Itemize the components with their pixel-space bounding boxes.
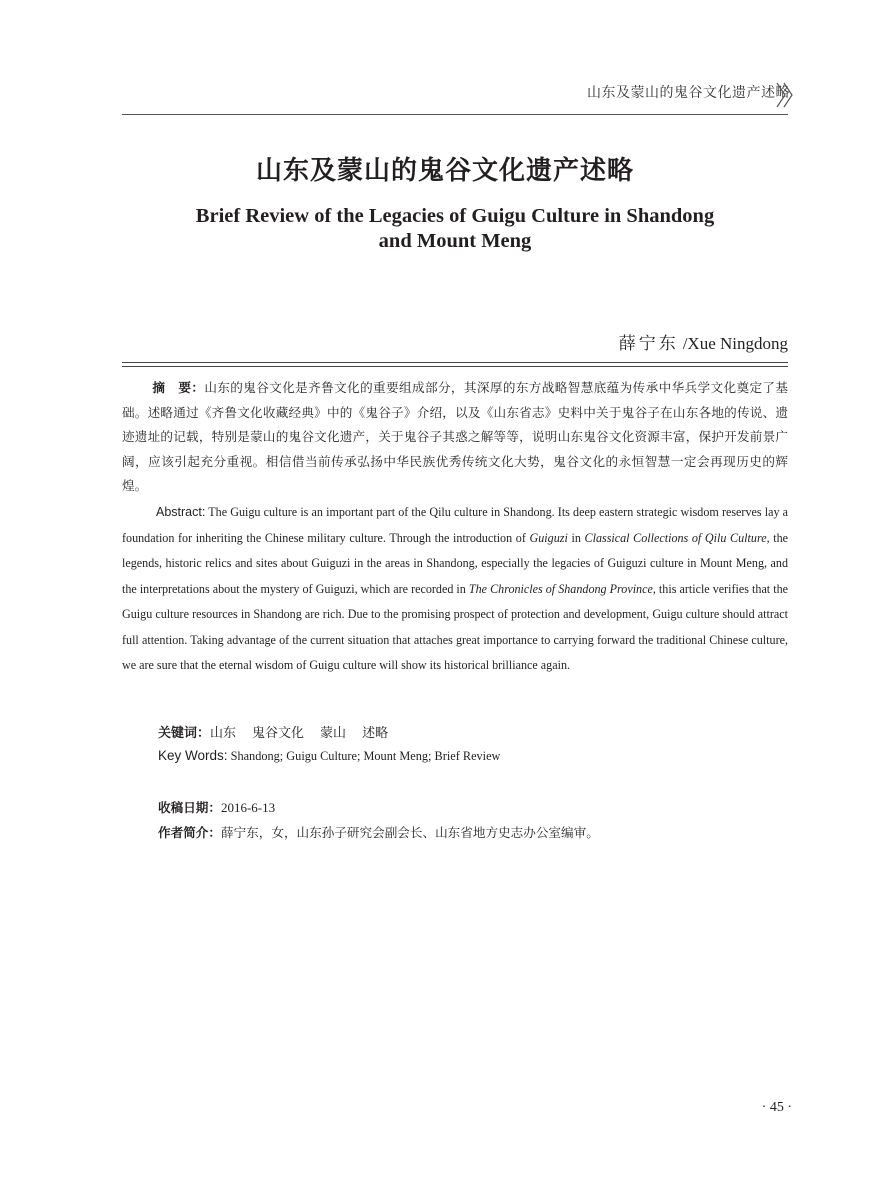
abstract-chinese-label: 摘 要： [152,380,205,395]
page-number: · 45 · [761,1100,792,1115]
abstract-italic-title: Classical Collections of Qilu Culture [584,530,767,545]
keyword-term: 蒙山 [320,726,347,741]
double-rule-lower [122,366,788,367]
abstract-english-text: The Guigu culture is an important part of the Qilu culture in Shandong. Its deep eastern strategic wisdom reserves lay a foundation for inheriting the Chinese military culture. Through the introduction of [122,505,789,545]
keywords-english [158,748,500,764]
received-date-value: 2016-6-13 [220,800,276,815]
keyword-term: 鬼谷文化 [252,726,305,741]
keywords-english-label: Key Words: [158,748,228,763]
author-bio [158,822,599,841]
header-divider [122,114,788,115]
author-line [619,329,788,354]
abstract-english-text: , the legends, historic relics and sites about Guiguzi in the areas in Shandong, especially the legacies of Guiguzi culture in Mount Meng, and the interpretations about the mystery of Guiguzi, which are recorded in [122,530,789,596]
abstract-italic-title: The Chronicles of Shandong Province [468,581,653,596]
keyword-term: 述略 [362,726,389,741]
received-date-label: 收稿日期： [158,800,221,815]
title-english-line-2: and Mount Meng [378,230,532,252]
title-english-line-1: Brief Review of the Legacies of Guigu Culture in Shandong [195,205,715,227]
abstract-english-label: Abstract: [156,505,206,519]
abstract-english-text: in [571,530,581,545]
abstract-italic-title: Guiguzi [529,530,568,545]
title-chinese: 山东及蒙山的鬼谷文化遗产述略 [255,156,634,186]
author-name-chinese: 薛宁东 [618,334,679,354]
abstract-chinese [122,376,788,499]
author-bio-value: 薛宁东，女，山东孙子研究会副会长、山东省地方史志办公室编审。 [220,825,599,840]
title-english [150,204,760,254]
abstract-english [122,500,788,679]
author-name-english: /Xue Ningdong [682,334,788,353]
chevron-right-icon [774,80,796,110]
author-bio-label: 作者简介： [158,825,221,840]
keywords-english-text: Shandong; Guigu Culture; Mount Meng; Brief Review [230,749,501,763]
keyword-term: 山东 [210,726,237,741]
running-head: 山东及蒙山的鬼谷文化遗产述略 [587,85,790,101]
received-date [158,797,275,816]
keywords-chinese-label: 关键词： [158,726,211,741]
abstract-chinese-text: 山东的鬼谷文化是齐鲁文化的重要组成部分，其深厚的东方战略智慧底蕴为传承中华兵学文化奠定了基础。述略通过《齐鲁文化收藏经典》中的《鬼谷子》介绍，以及《山东省志》史料中关于鬼谷子在山东各地的传说、遗迹遗址的记载，特别是蒙山的鬼谷文化遗产，关于鬼谷子其惑之解等等，说明山东鬼谷文化资源丰富，保护开发前景广阔，应该引起充分重视。相信借当前传承弘扬中华民族优秀传统文化大势，鬼谷文化的永恒智慧一定会再现历史的辉煌。 [122,380,789,493]
abstract-english-text: , this article verifies that the Guigu culture resources in Shandong are rich. Due to the promising prospect of protection and development, Guigu culture should attract full attention. Taking advantage of the current situation that attaches great importance to carrying forward the traditional Chinese culture, we are sure that the eternal wisdom of Guigu culture will show its historical brilliance again. [122,581,788,672]
keywords-chinese [158,722,404,741]
double-rule-upper [122,362,788,363]
